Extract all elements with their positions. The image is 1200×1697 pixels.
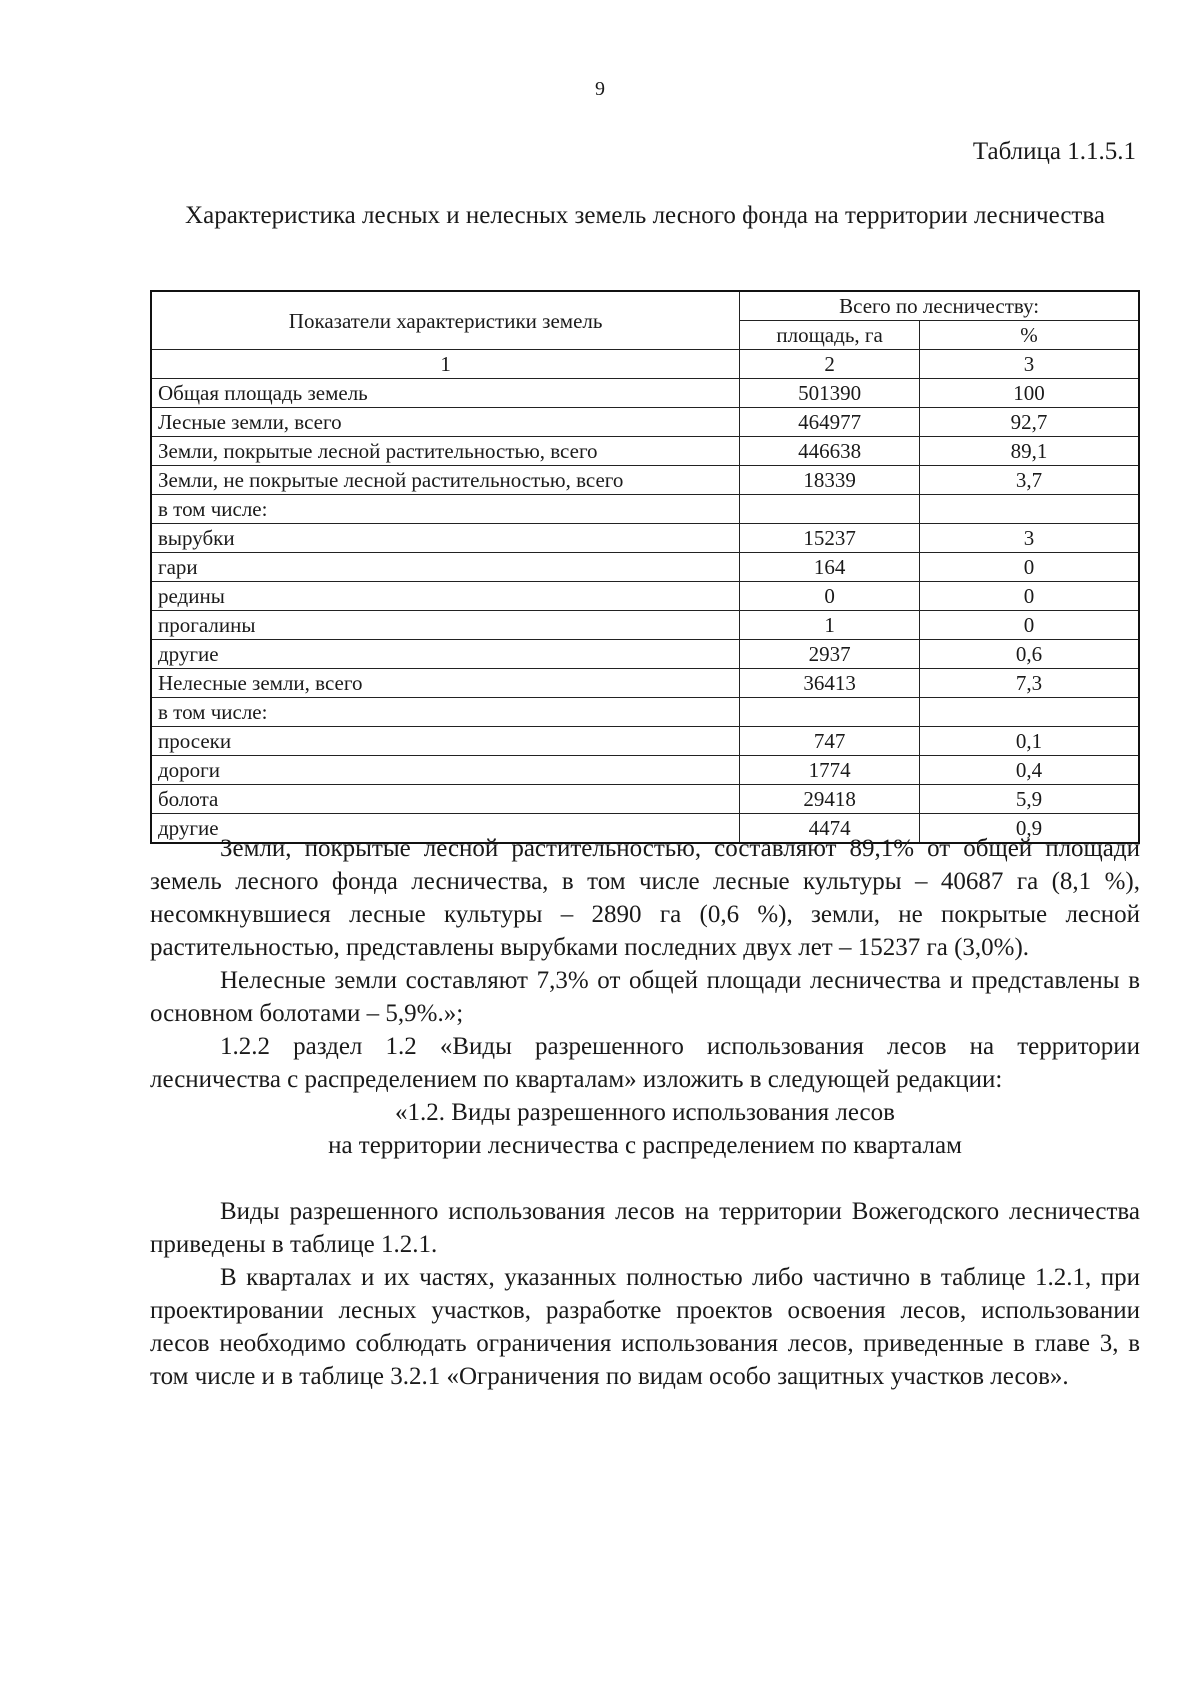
row-area: 501390 (740, 379, 920, 408)
table-row (151, 466, 1139, 495)
row-percent: 0,1 (920, 727, 1140, 756)
row-area: 464977 (740, 408, 920, 437)
table-row (151, 379, 1139, 408)
row-percent (920, 698, 1140, 727)
body-text (150, 832, 1140, 1393)
section-heading-line: «1.2. Виды разрешенного использования лесов (395, 1099, 895, 1126)
row-label: другие (151, 640, 740, 669)
row-label: болота (151, 785, 740, 814)
row-percent: 0,9 (920, 814, 1140, 844)
row-label: Общая площадь земель (151, 379, 740, 408)
row-percent: 0,4 (920, 756, 1140, 785)
table-header-row (151, 291, 1139, 321)
column-numbers-row (151, 350, 1139, 379)
spacer (150, 1162, 1140, 1195)
row-label: Лесные земли, всего (151, 408, 740, 437)
row-area: 0 (740, 582, 920, 611)
row-label: в том числе: (151, 495, 740, 524)
row-percent: 92,7 (920, 408, 1140, 437)
row-area: 36413 (740, 669, 920, 698)
row-percent: 0,6 (920, 640, 1140, 669)
group-header: Всего по лесничеству: (740, 291, 1139, 321)
row-percent: 100 (920, 379, 1140, 408)
table-row (151, 524, 1139, 553)
paragraph: Виды разрешенного использования лесов на территории Вожегодского лесничества приведены в таблице 1.2.1. (150, 1198, 1140, 1258)
table-row (151, 756, 1139, 785)
table-row (151, 582, 1139, 611)
col-number: 2 (740, 350, 920, 379)
row-percent: 3,7 (920, 466, 1140, 495)
col-number: 1 (151, 350, 740, 379)
row-label: Нелесные земли, всего (151, 669, 740, 698)
row-area: 1774 (740, 756, 920, 785)
land-characteristics-table (150, 290, 1140, 844)
col2-header: площадь, га (740, 321, 920, 350)
row-label: просеки (151, 727, 740, 756)
row-label: вырубки (151, 524, 740, 553)
table-row (151, 437, 1139, 466)
row-area (740, 495, 920, 524)
table-row (151, 611, 1139, 640)
row-percent: 0 (920, 611, 1140, 640)
row-percent: 3 (920, 524, 1140, 553)
row-percent: 89,1 (920, 437, 1140, 466)
table-row (151, 785, 1139, 814)
table-row (151, 495, 1139, 524)
table-row (151, 727, 1139, 756)
row-label: Земли, не покрытые лесной растительностью, всего (151, 466, 740, 495)
paragraph: 1.2.2 раздел 1.2 «Виды разрешенного использования лесов на территории лесничества с распределением по кварталам» изложить в следующей редакции: (150, 1033, 1140, 1093)
table-label: Таблица 1.1.5.1 (972, 138, 1136, 165)
col1-header: Показатели характеристики земель (151, 291, 740, 350)
paragraph: Нелесные земли составляют 7,3% от общей площади лесничества и представлены в основном болотами – 5,9%.»; (150, 967, 1140, 1027)
row-label: другие (151, 814, 740, 844)
paragraph: Земли, покрытые лесной растительностью, составляют 89,1% от общей площади земель лесного фонда лесничества, в том числе лесные культуры – 40687 га (8,1 %), несомкнувшиеся лесные культуры – 2890 га (0,6 %), земли, не покрытые лесной растительностью, представлены вырубками последних двух лет – 15237 га (3,0%). (150, 835, 1140, 961)
section-heading-line: на территории лесничества с распределением по кварталам (328, 1132, 962, 1159)
row-label: в том числе: (151, 698, 740, 727)
row-percent: 0 (920, 582, 1140, 611)
row-label: дороги (151, 756, 740, 785)
row-area: 2937 (740, 640, 920, 669)
row-area: 29418 (740, 785, 920, 814)
row-area: 18339 (740, 466, 920, 495)
row-area: 446638 (740, 437, 920, 466)
row-area: 164 (740, 553, 920, 582)
table-row (151, 669, 1139, 698)
row-percent: 7,3 (920, 669, 1140, 698)
table-body (151, 379, 1139, 844)
col-number: 3 (920, 350, 1140, 379)
row-label: прогалины (151, 611, 740, 640)
row-percent (920, 495, 1140, 524)
paragraph: В кварталах и их частях, указанных полностью либо частично в таблице 1.2.1, при проектировании лесных участков, разработке проектов освоения лесов, использовании лесов необходимо соблюдать ограничения использования лесов, приведенные в главе 3, в том числе и в таблице 3.2.1 «Ограничения по видам особо защитных участков лесов». (150, 1264, 1140, 1390)
table-row (151, 640, 1139, 669)
row-label: Земли, покрытые лесной растительностью, всего (151, 437, 740, 466)
row-area: 1 (740, 611, 920, 640)
row-percent: 5,9 (920, 785, 1140, 814)
row-area: 4474 (740, 814, 920, 844)
col3-header: % (920, 321, 1140, 350)
row-label: гари (151, 553, 740, 582)
page-number: 9 (595, 78, 605, 100)
row-area (740, 698, 920, 727)
row-label: редины (151, 582, 740, 611)
table-row (151, 553, 1139, 582)
row-percent: 0 (920, 553, 1140, 582)
table-row (151, 698, 1139, 727)
table-row (151, 408, 1139, 437)
row-area: 747 (740, 727, 920, 756)
row-area: 15237 (740, 524, 920, 553)
table-title: Характеристика лесных и нелесных земель лесного фонда на территории лесничества (185, 202, 1105, 229)
